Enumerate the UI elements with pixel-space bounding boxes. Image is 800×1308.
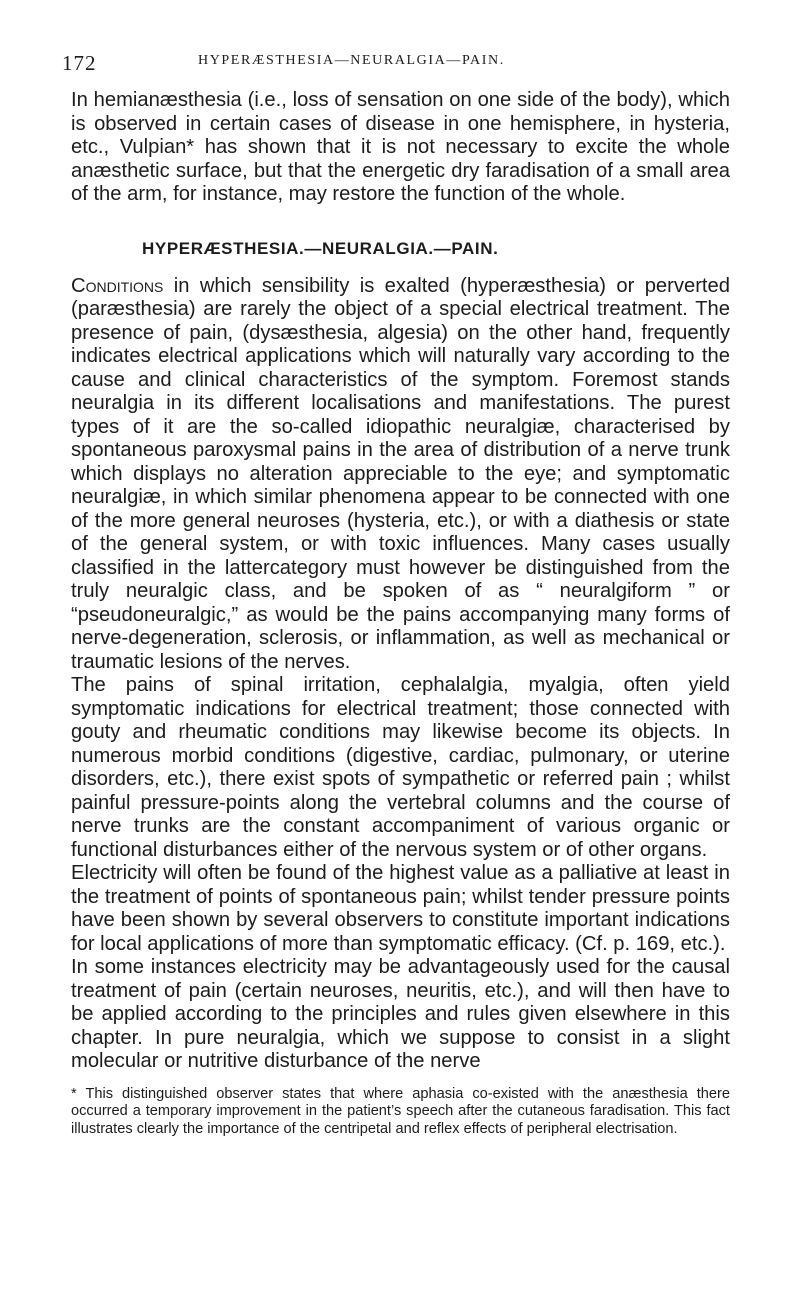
paragraph-text: in which sensibility is exalted (hyperæsthesia) or perverted (paræsthesia) are rarely the object of a special electrical treatment. The presence of pain, (dysæsthesia, algesia) on the other hand, frequently indicates electrical applications which will naturally vary according to the cause and clinical characteristics of the symptom. Foremost stands neuralgia in its different localisations and manifestations. The purest types of it are the so-called idiopathic neuralgiæ, characterised by spontaneous paroxysmal pains in the area of distribution of a nerve trunk which displays no alteration appreciable to the eye; and symptomatic neuralgiæ, in which similar phenomena appear to be connected with one of the more general neuroses (hysteria, etc.), or with a diathesis or state of the general system, or with toxic influences. Many cases usually classified in the lattercategory must however be distinguished from the truly neuralgic class, and be spoken of as “ neuralgiform ” or “pseudoneuralgic,” as would be the pains accompanying many forms of nerve-degeneration, sclerosis, or inflammation, as well as mechanical or traumatic lesions of the nerves. — [71, 274, 730, 673]
paragraph-palliative: Electricity will often be found of the highest value as a palliative at least in the treatment of points of spontaneous pain; whilst tender pressure points have been shown by several observers to constitute important indications for local applications of more than symptomatic efficacy. (Cf. p. 169, etc.). — [71, 862, 730, 955]
section-heading: HYPERÆSTHESIA.—NEURALGIA.—PAIN. — [142, 238, 499, 258]
paragraph-causal-treatment: In some instances electricity may be advantageously used for the causal treatment of pain (certain neuroses, neuritis, etc.), and will then have to be applied according to the principles and rules given elsewhere in this chapter. In pure neuralgia, which we suppose to consist in a slight molecular or nutritive disturbance of the nerve — [71, 956, 730, 1072]
page-number: 172 — [62, 51, 97, 75]
running-title: HYPERÆSTHESIA—NEURALGIA—PAIN. — [198, 53, 505, 68]
paragraph-spinal-irritation: The pains of spinal irritation, cephalalgia, myalgia, often yield symptomatic indications for electrical treatment; those connected with gouty and rheumatic conditions may likewise become its objects. In numerous morbid conditions (digestive, cardiac, pulmonary, or uterine disorders, etc.), there exist spots of sympathetic or referred pain ; whilst painful pressure-points along the vertebral columns and the course of nerve trunks are the constant accompaniment of various organic or functional disturbances either of the nervous system or of other organs. — [71, 674, 730, 861]
footnote: * This distinguished observer states that where aphasia co-existed with the anæsthesia there occurred a temporary improvement in the patient’s speech after the cutaneous faradisation. This fact illustrates clearly the importance of the centripetal and reflex effects of peripheral electrisation. — [71, 1085, 730, 1138]
paragraph-lead-word: Conditions — [71, 274, 164, 297]
paragraph-conditions — [71, 275, 730, 675]
running-header — [62, 50, 730, 78]
intro-paragraph: In hemianæsthesia (i.e., loss of sensation on one side of the body), which is observed in certain cases of disease in one hemisphere, in hysteria, etc., Vulpian* has shown that it is not necessary to excite the whole anæsthetic surface, but that the energetic dry faradisation of a small area of the arm, for instance, may restore the function of the whole. — [71, 89, 730, 205]
